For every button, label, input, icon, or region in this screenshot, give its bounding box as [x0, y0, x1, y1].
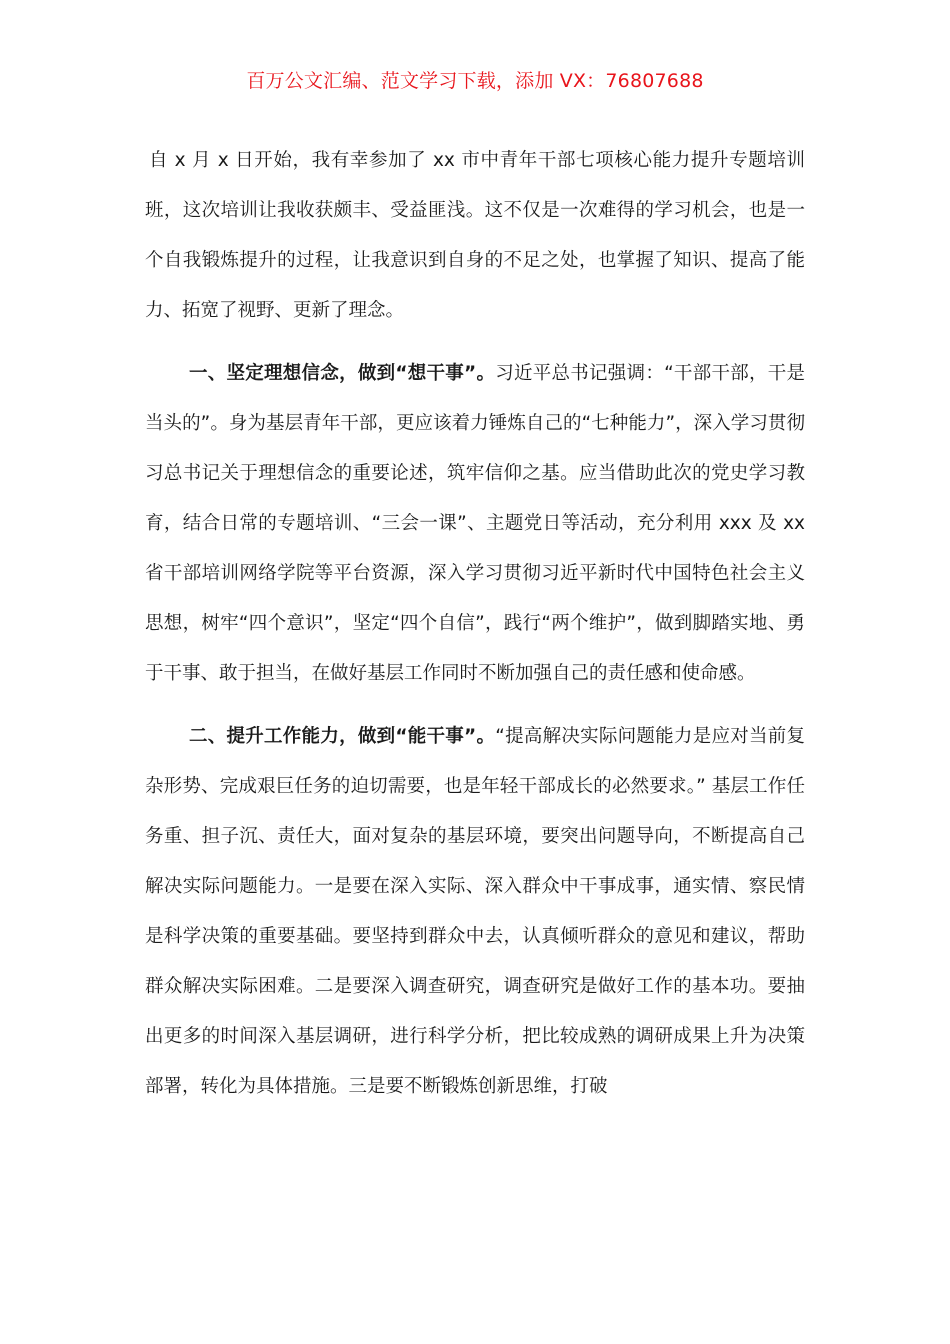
paragraph-body: “提高解决实际问题能力是应对当前复杂形势、完成艰巨任务的迫切需要，也是年轻干部成长的必然要求。” 基层工作任务重、担子沉、责任大，面对复杂的基层环境，要突出问题导向，不断提高自己解决实际问题能力。一是要在深入实际、深入群众中干事成事，通实情、察民情是科学决策的重要基础。要坚持到群众中去，认真倾听群众的意见和建议，帮助群众解决实际困难。二是要深入调查研究，调查研究是做好工作的基本功。要抽出更多的时间深入基层调研，进行科学分析，把比较成熟的调研成果上升为决策部署，转化为具体措施。三是要不断锻炼创新思维，打破 — [145, 726, 805, 1097]
section-paragraph-2 — [145, 712, 805, 1112]
document-body — [145, 136, 805, 1112]
paragraph-body: 习近平总书记强调：“干部干部，干是当头的”。身为基层青年干部，更应该着力锤炼自己的“七种能力”，深入学习贯彻习总书记关于理想信念的重要论述，筑牢信仰之基。应当借助此次的党史学习教育，结合日常的专题培训、“三会一课”、主题党日等活动，充分利用 xxx 及 xx 省干部培训网络学院等平台资源，深入学习贯彻习近平新时代中国特色社会主义思想，树牢“四个意识”，坚定“四个自信”，践行“两个维护”，做到脚踏实地、勇于干事、敢于担当，在做好基层工作同时不断加强自己的责任感和使命感。 — [145, 363, 805, 684]
section-heading-2: 二、提升工作能力，做到“能干事”。 — [189, 726, 496, 747]
section-paragraph-1 — [145, 349, 805, 699]
intro-paragraph — [145, 136, 805, 336]
paragraph-body: 自 x 月 x 日开始，我有幸参加了 xx 市中青年干部七项核心能力提升专题培训班，这次培训让我收获颇丰、受益匪浅。这不仅是一次难得的学习机会，也是一个自我锻炼提升的过程，让我意识到自身的不足之处，也掌握了知识、提高了能力、拓宽了视野、更新了理念。 — [145, 150, 805, 321]
section-heading-1: 一、坚定理想信念，做到“想干事”。 — [189, 363, 496, 384]
watermark-header: 百万公文汇编、范文学习下载，添加 VX：76807688 — [246, 70, 704, 92]
